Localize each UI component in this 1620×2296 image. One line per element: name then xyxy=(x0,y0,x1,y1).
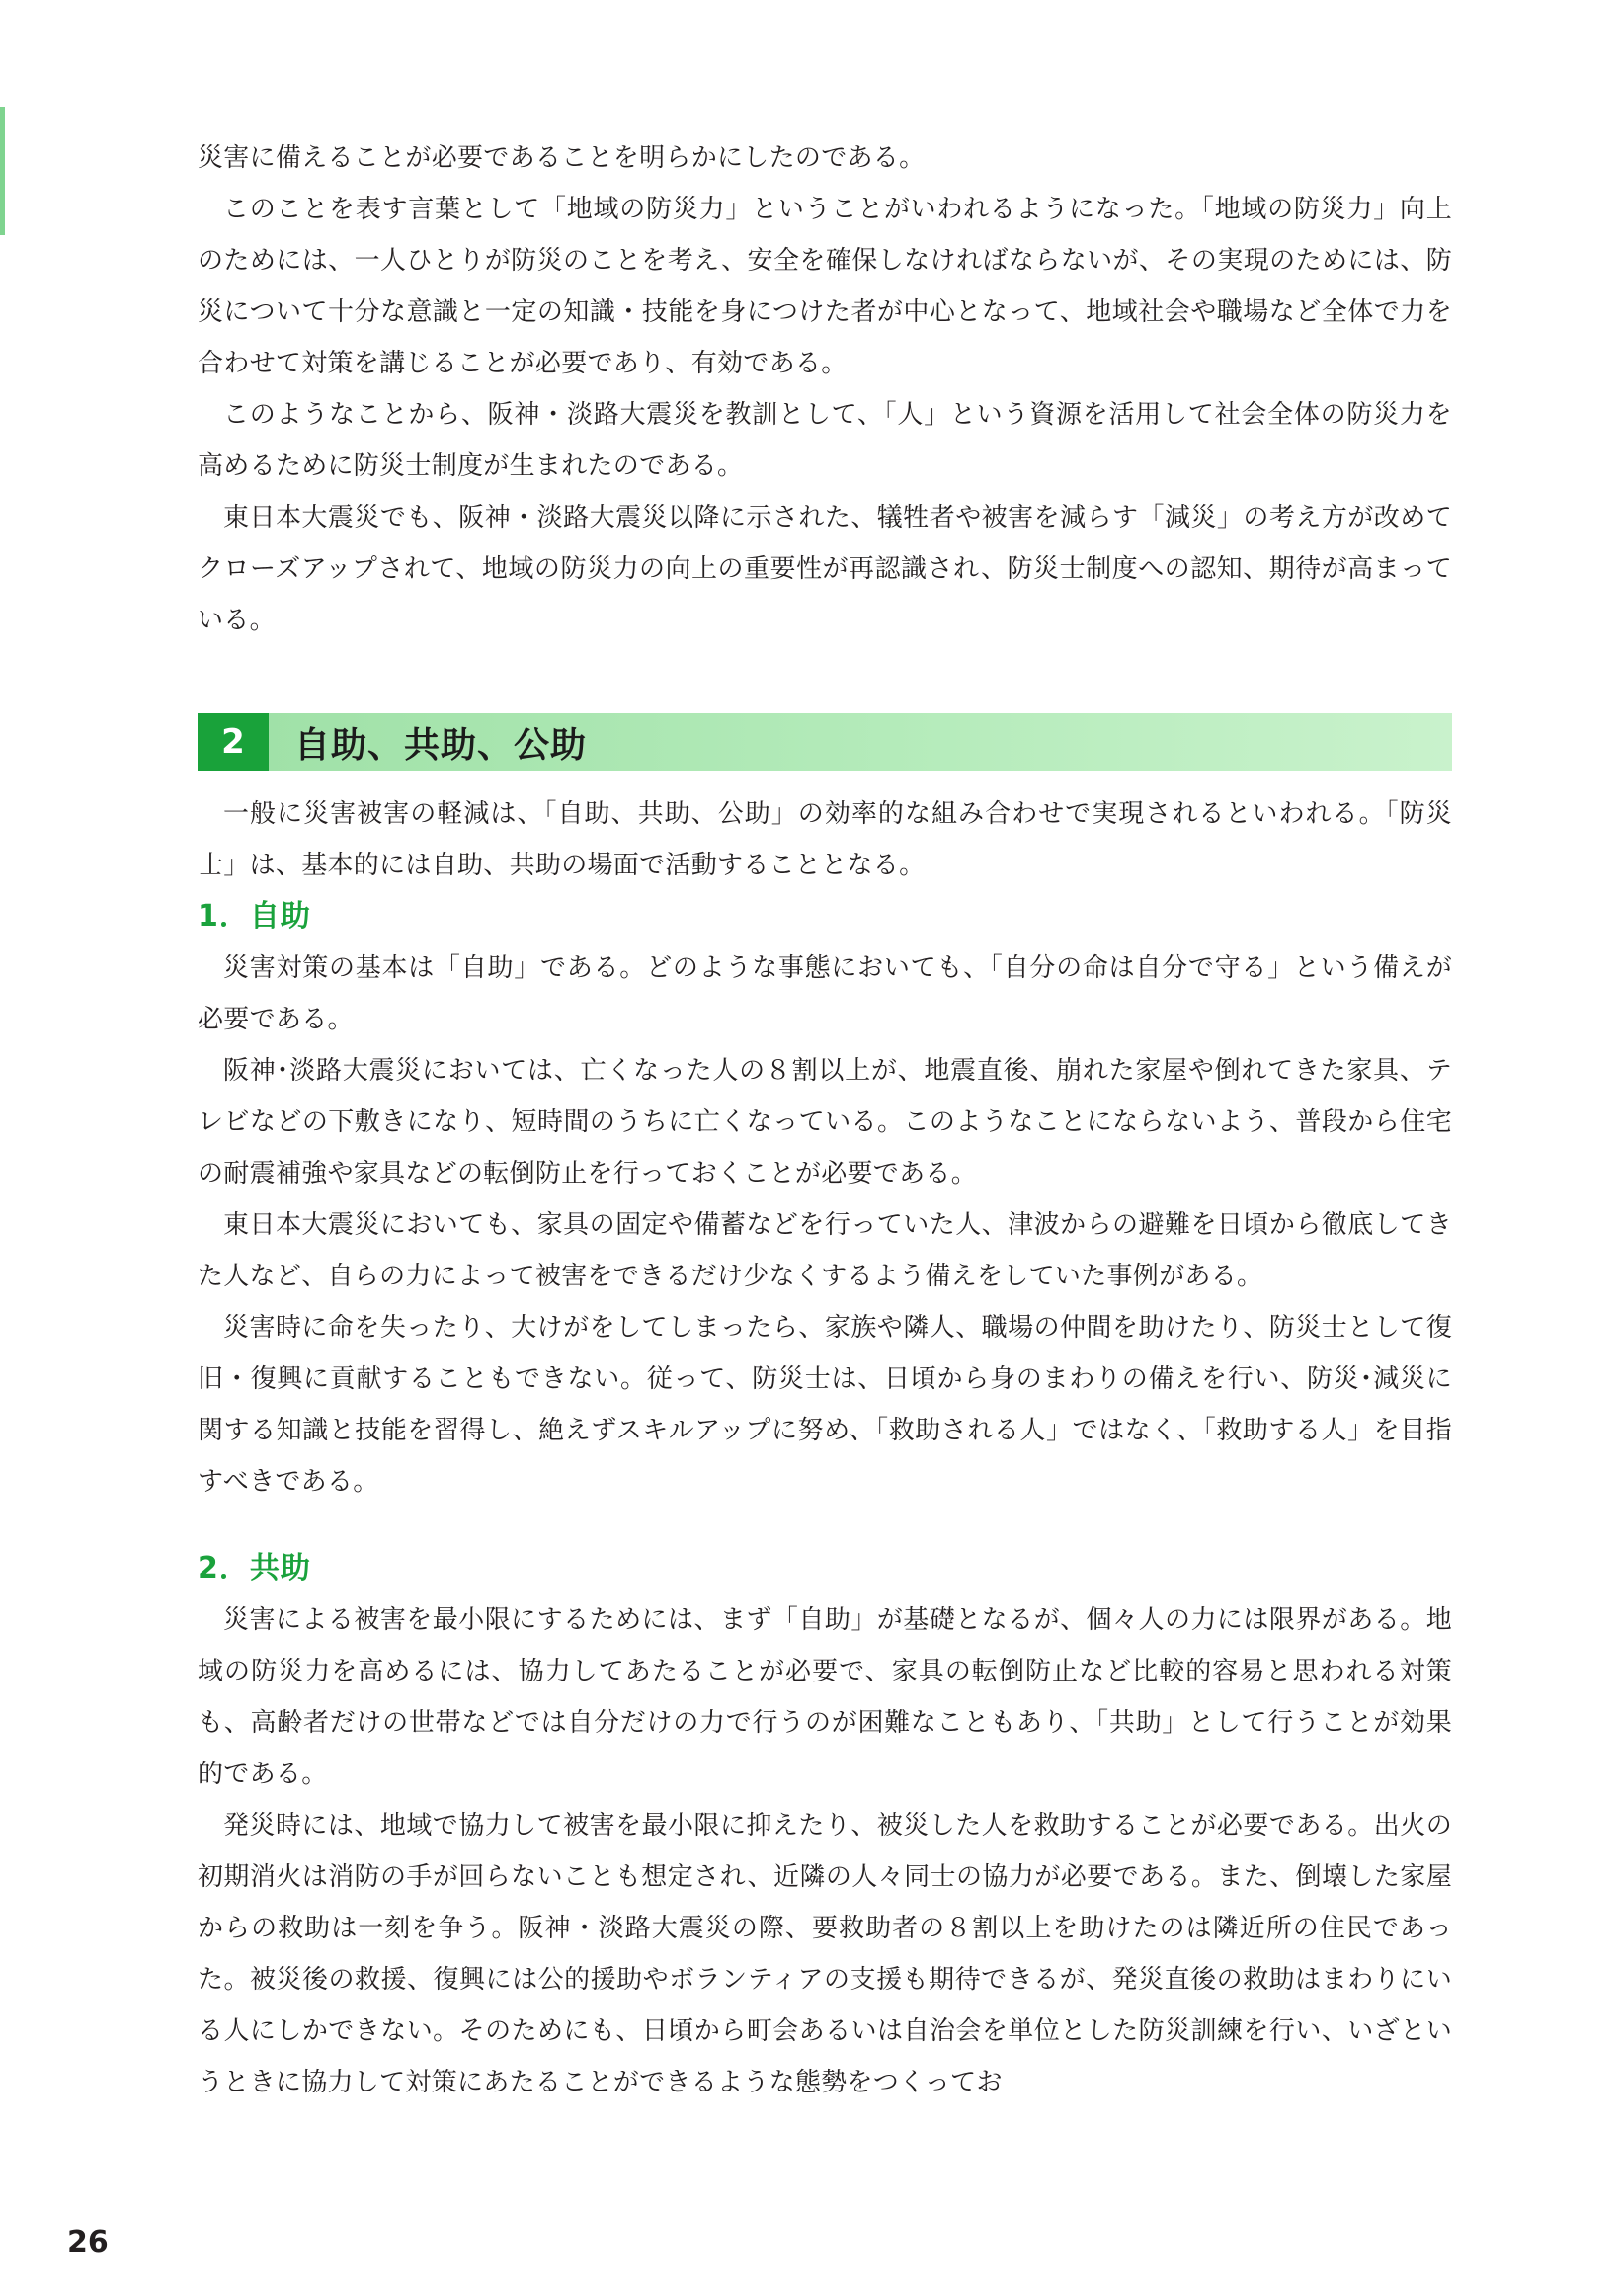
section-header xyxy=(198,713,1452,771)
subheading-jijo: 1．自助 xyxy=(198,899,311,934)
section-title: 自助、共助、公助 xyxy=(294,724,588,766)
jijo-paragraph-3: 東日本大震災においても、家具の固定や備蓄などを行っていた人、津波からの避難を日頃から徹底してきた人など、自らの力によって被害をできるだけ少なくするよう備えをしていた事例がある。 xyxy=(198,1210,1452,1291)
section-intro-paragraph: 一般に災害被害の軽減は、「自助、共助、公助」の効率的な組み合わせで実現されるといわれる。「防災士」は、基本的には自助、共助の場面で活動することとなる。 xyxy=(198,799,1452,880)
jijo-paragraph-1: 災害対策の基本は「自助」である。どのような事態においても、「自分の命は自分で守る」という備えが必要である。 xyxy=(198,953,1452,1034)
intro-paragraph-4: 東日本大震災でも、阪神・淡路大震災以降に示された、犠牲者や被害を減らす「減災」の考え方が改めてクローズアップされて、地域の防災力の向上の重要性が再認識され、防災士制度への認知、期待が高まっている。 xyxy=(198,503,1452,635)
section-body xyxy=(198,788,1452,2108)
kyojo-paragraph-1: 災害による被害を最小限にするためには、まず「自助」が基礎となるが、個々人の力には限界がある。地域の防災力を高めるには、協力してあたることが必要で、家具の転倒防止など比較的容易と思われる対策も、高齢者だけの世帯などでは自分だけの力で行うのが困難なこともあり、「共助」として行うことが効果的である。 xyxy=(198,1605,1452,1789)
intro-paragraph-2: このことを表す言葉として「地域の防災力」ということがいわれるようになった。「地域の防災力」向上のためには、一人ひとりが防災のことを考え、安全を確保しなければならないが、その実現のためには、防災について十分な意識と一定の知識・技能を身につけた者が中心となって、地域社会や職場など全体で力を合わせて対策を講じることが必要であり、有効である。 xyxy=(198,195,1452,378)
jijo-paragraph-4: 災害時に命を失ったり、大けがをしてしまったら、家族や隣人、職場の仲間を助けたり、防災士として復旧・復興に貢献することもできない。従って、防災士は、日頃から身のまわりの備えを行い、防災･減災に関する知識と技能を習得し、絶えずスキルアップに努め、「救助される人」ではなく、「救助する人」を目指すべきである。 xyxy=(198,1313,1452,1497)
page-number: 26 xyxy=(67,2225,109,2259)
section-number: 2 xyxy=(198,713,269,771)
edge-color-mark xyxy=(0,107,5,235)
intro-paragraph-1: 災害に備えることが必要であることを明らかにしたのである。 xyxy=(198,143,926,173)
page-content xyxy=(198,132,1452,2108)
jijo-paragraph-2: 阪神･淡路大震災においては、亡くなった人の８割以上が、地震直後、崩れた家屋や倒れてきた家具、テレビなどの下敷きになり、短時間のうちに亡くなっている。このようなことにならないよう、普段から住宅の耐震補強や家具などの転倒防止を行っておくことが必要である。 xyxy=(198,1056,1452,1189)
subheading-kyojo: 2．共助 xyxy=(198,1551,311,1586)
kyojo-paragraph-2: 発災時には、地域で協力して被害を最小限に抑えたり、被災した人を救助することが必要である。出火の初期消火は消防の手が回らないことも想定され、近隣の人々同士の協力が必要である。また、倒壊した家屋からの救助は一刻を争う。阪神・淡路大震災の際、要救助者の８割以上を助けたのは隣近所の住民であった。被災後の救援、復興には公的援助やボランティアの支援も期待できるが、発災直後の救助はまわりにいる人にしかできない。そのためにも、日頃から町会あるいは自治会を単位とした防災訓練を行い、いざというときに協力して対策にあたることができるような態勢をつくってお xyxy=(198,1811,1452,2097)
intro-paragraph-3: このようなことから、阪神・淡路大震災を教訓として、「人」という資源を活用して社会全体の防災力を高めるために防災士制度が生まれたのである。 xyxy=(198,400,1452,481)
